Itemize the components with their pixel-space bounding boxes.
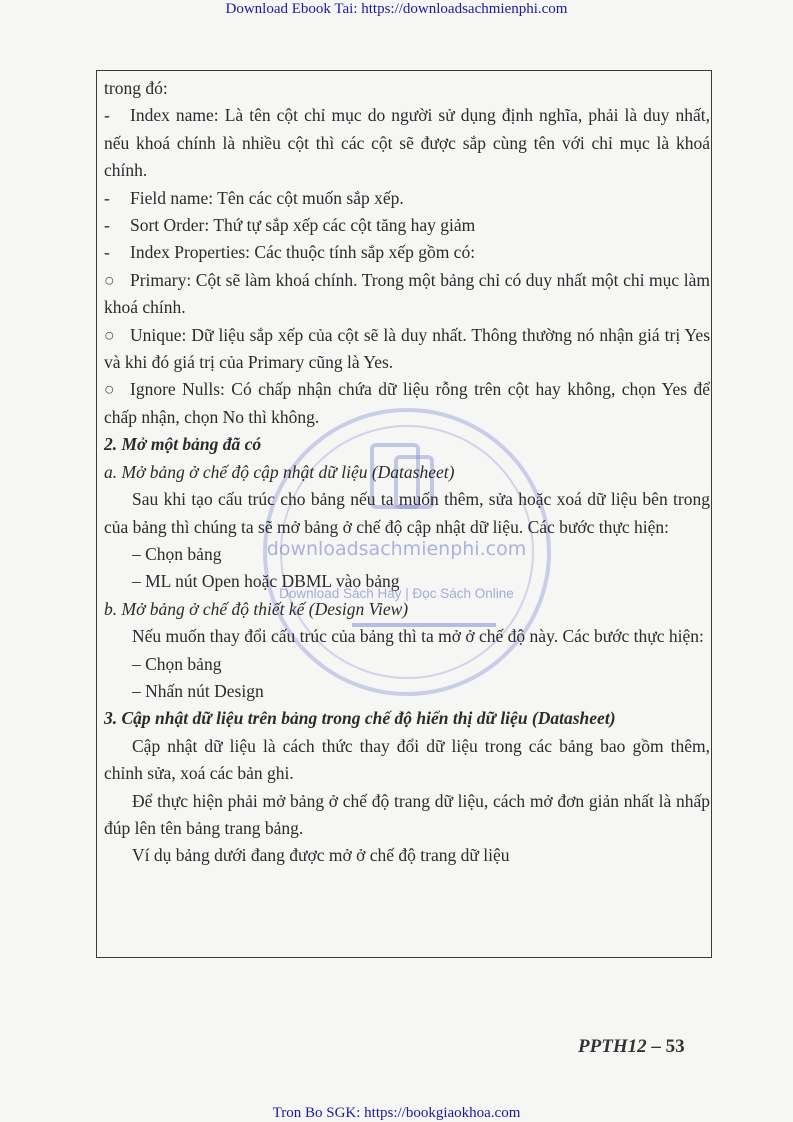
footer-download-link[interactable]: Tron Bo SGK: https://bookgiaokhoa.com <box>272 1105 521 1121</box>
watermark-tagline: Download Sách Hay | Đọc Sách Online <box>279 586 514 601</box>
paragraph: Sau khi tạo cấu trúc cho bảng nếu ta muốn thêm, sửa hoặc xoá dữ liệu bên trong của bảng thì chúng ta sẽ mở bảng ở chế độ cập nhật dữ liệu. Các bước thực hiện: <box>104 489 710 537</box>
bullet-circle-icon: ○ <box>104 379 115 400</box>
list-item: - Field name: Tên các cột muốn sắp xếp. <box>104 187 404 208</box>
intro-text: trong đó: <box>104 78 168 98</box>
step-item: – Chọn bảng <box>132 543 222 564</box>
section-heading: 3. Cập nhật dữ liệu trên bảng trong chế độ hiển thị dữ liệu (Datasheet) <box>104 708 616 729</box>
list-item: - Sort Order: Thứ tự sắp xếp các cột tăng hay giảm <box>104 215 476 236</box>
list-item: - Index name: Là tên cột chỉ mục do người sử dụng định nghĩa, phải là duy nhất, nếu khoá chính là nhiều cột thì các cột sẽ được sắp cùng tên với chỉ mục là khoá chính. <box>104 105 710 181</box>
header-download-link[interactable]: Download Ebook Tai: https://downloadsachmienphi.com <box>225 1 568 17</box>
subsection-heading: a. Mở bảng ở chế độ cập nhật dữ liệu (Datasheet) <box>104 461 455 482</box>
list-item: ○ Primary: Cột sẽ làm khoá chính. Trong một bảng chỉ có duy nhất một chỉ mục làm khoá chính. <box>104 267 710 322</box>
paragraph: Cập nhật dữ liệu là cách thức thay đổi dữ liệu trong các bảng bao gồm thêm, chỉnh sửa, xoá các bản ghi. <box>104 735 710 784</box>
page-number: 53 <box>665 1036 685 1057</box>
document-body <box>104 75 710 870</box>
step-item: – Chọn bảng <box>132 653 222 674</box>
paragraph: Nếu muốn thay đổi cấu trúc của bảng thì ta mở ở chế độ này. Các bước thực hiện: <box>132 626 704 647</box>
book-code: PPTH12 <box>578 1036 647 1057</box>
list-item: ○ Unique: Dữ liệu sắp xếp của cột sẽ là duy nhất. Thông thường nó nhận giá trị Yes và khi đó giá trị của Primary cũng là Yes. <box>104 322 710 377</box>
list-item: - Index Properties: Các thuộc tính sắp xếp gồm có: <box>104 242 476 263</box>
bullet-circle-icon: ○ <box>104 324 115 345</box>
list-item: ○ Ignore Nulls: Có chấp nhận chứa dữ liệu rỗng trên cột hay không, chọn Yes để chấp nhận, chọn No thì không. <box>104 376 710 431</box>
footer-separator: – <box>651 1036 661 1057</box>
paragraph: Để thực hiện phải mở bảng ở chế độ trang dữ liệu, cách mở đơn giản nhất là nhấp đúp lên tên bảng trang bảng. <box>104 790 710 838</box>
section-heading: 2. Mở một bảng đã có <box>104 434 262 455</box>
step-item: – Nhấn nút Design <box>132 680 264 701</box>
subsection-heading: b. Mở bảng ở chế độ thiết kế (Design View) <box>104 598 409 619</box>
bullet-circle-icon: ○ <box>104 269 115 290</box>
watermark-site: downloadsachmienphi.com <box>266 538 527 560</box>
page-footer <box>578 1036 685 1058</box>
step-item: – ML nút Open hoặc DBML vào bảng <box>132 571 400 592</box>
paragraph: Ví dụ bảng dưới đang được mở ở chế độ trang dữ liệu <box>132 845 510 866</box>
